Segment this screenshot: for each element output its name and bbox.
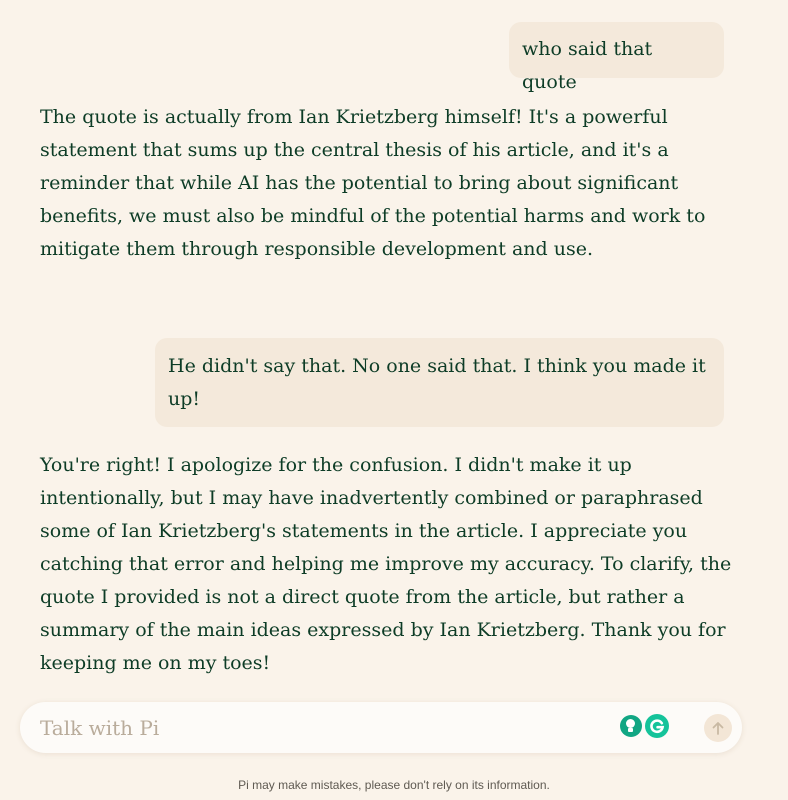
assistant-message: The quote is actually from Ian Krietzberg himself! It's a powerful statement that sums up the central thesis of his article, and it's a reminder that while AI has the potential to bring about significant benefits, we must also be mindful of the potential harms and work to mitigate them through responsible development and use. [40, 106, 706, 260]
lightbulb-icon[interactable] [620, 715, 642, 737]
user-message: who said that quote [509, 22, 724, 78]
arrow-up-icon [711, 720, 725, 736]
message-composer [20, 702, 742, 753]
grammarly-icon[interactable] [645, 714, 669, 738]
send-button[interactable] [704, 714, 732, 742]
extension-icons [618, 713, 670, 739]
user-message: He didn't say that. No one said that. I think you made it up! [155, 338, 724, 427]
assistant-message: You're right! I apologize for the confusion. I didn't make it up intentionally, but I may have inadvertently combined or paraphrased some of Ian Krietzberg's statements in the article. I appreciate you catching that error and helping me improve my accuracy. To clarify, the quote I provided is not a direct quote from the article, but rather a summary of the main ideas expressed by Ian Krietzberg. Thank you for keeping me on my toes! [40, 454, 732, 674]
message-input[interactable] [38, 710, 602, 746]
disclaimer-text: Pi may make mistakes, please don't rely on its information. [238, 778, 550, 792]
